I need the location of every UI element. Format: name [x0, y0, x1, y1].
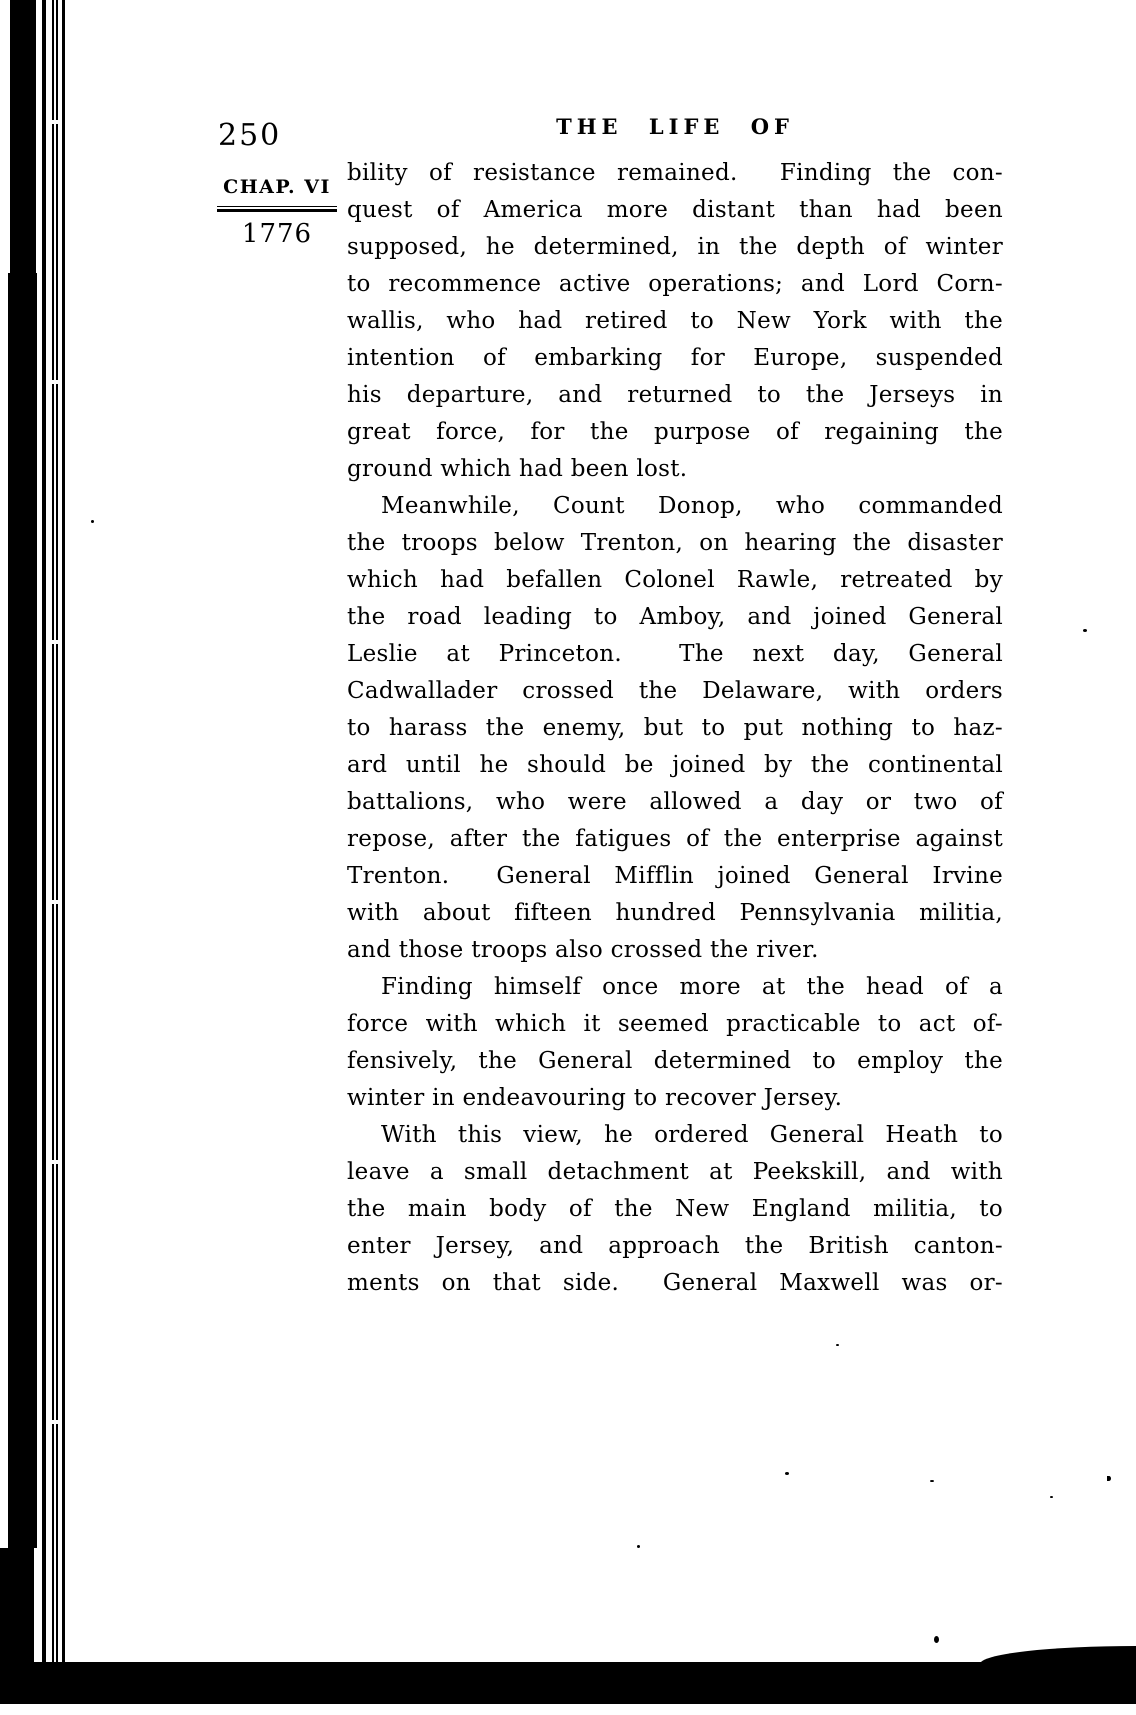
text-line: quest of America more distant than had been [347, 197, 1003, 223]
text-line: leave a small detachment at Peekskill, and with [347, 1159, 1003, 1185]
text-line: intention of embarking for Europe, suspended [347, 345, 1003, 371]
text-line: wallis, who had retired to New York with the [347, 308, 1003, 334]
text-line: to recommence active operations; and Lord Corn- [347, 271, 1003, 297]
margin-note [215, 177, 339, 248]
text-line: repose, after the fatigues of the enterprise against [347, 826, 1003, 852]
text-line: his departure, and returned to the Jerseys in [347, 382, 1003, 408]
text-line: winter in endeavouring to recover Jersey. [347, 1085, 843, 1111]
text-line: the troops below Trenton, on hearing the disaster [347, 530, 1003, 556]
text-line: Cadwallader crossed the Delaware, with orders [347, 678, 1003, 704]
scan-speck [785, 1472, 789, 1475]
running-header: THE LIFE OF [556, 114, 794, 139]
text-line: supposed, he determined, in the depth of winter [347, 234, 1003, 260]
text-line: ground which had been lost. [347, 456, 688, 482]
text-line: bility of resistance remained. Finding the con- [347, 160, 1003, 186]
scan-bottom-band [980, 1646, 1136, 1666]
text-line: enter Jersey, and approach the British canton- [347, 1233, 1003, 1259]
text-line: Trenton. General Mifflin joined General Irvine [347, 863, 1003, 889]
text-line: the main body of the New England militia, to [347, 1196, 1003, 1222]
text-line: great force, for the purpose of regaining the [347, 419, 1003, 445]
text-line: to harass the enemy, but to put nothing to haz- [347, 715, 1003, 741]
text-line: battalions, who were allowed a day or two of [347, 789, 1003, 815]
text-line: fensively, the General determined to employ the [347, 1048, 1003, 1074]
scan-gutter-band [8, 273, 37, 1548]
scan-binding-line [56, 0, 58, 1662]
text-line: with about fifteen hundred Pennsylvania militia, [347, 900, 1003, 926]
chapter-label: CHAP. VI [223, 176, 331, 198]
scan-speck [91, 520, 94, 523]
scan-speck [1083, 629, 1087, 632]
text-line: and those troops also crossed the river. [347, 937, 819, 963]
page-number: 250 [218, 118, 282, 153]
text-line: the road leading to Amboy, and joined General [347, 604, 1003, 630]
text-line: Meanwhile, Count Donop, who commanded [381, 493, 1003, 519]
text-line: ments on that side. General Maxwell was or- [347, 1270, 1003, 1296]
text-line: Leslie at Princeton. The next day, General [347, 641, 1003, 667]
text-line: Finding himself once more at the head of a [381, 974, 1003, 1000]
scan-speck [930, 1480, 934, 1482]
chapter-rule [217, 206, 337, 212]
text-line: which had befallen Colonel Rawle, retreated by [347, 567, 1003, 593]
text-line: With this view, he ordered General Heath to [381, 1122, 1003, 1148]
scan-speck [934, 1636, 939, 1643]
year-label: 1776 [241, 219, 313, 249]
text-line: force with which it seemed practicable to act of- [347, 1011, 1003, 1037]
scan-speck [836, 1344, 839, 1346]
scan-binding-line [52, 0, 54, 1662]
text-line: ard until he should be joined by the continental [347, 752, 1003, 778]
body-text [347, 155, 1003, 1302]
scan-binding-line [62, 0, 65, 1662]
scan-binding-line [42, 0, 46, 1662]
scan-speck [637, 1545, 640, 1548]
scan-bottom-band [0, 1662, 1136, 1704]
scan-speck [1107, 1476, 1111, 1481]
scan-speck [1050, 1496, 1053, 1498]
scan-gutter-band [10, 0, 36, 273]
